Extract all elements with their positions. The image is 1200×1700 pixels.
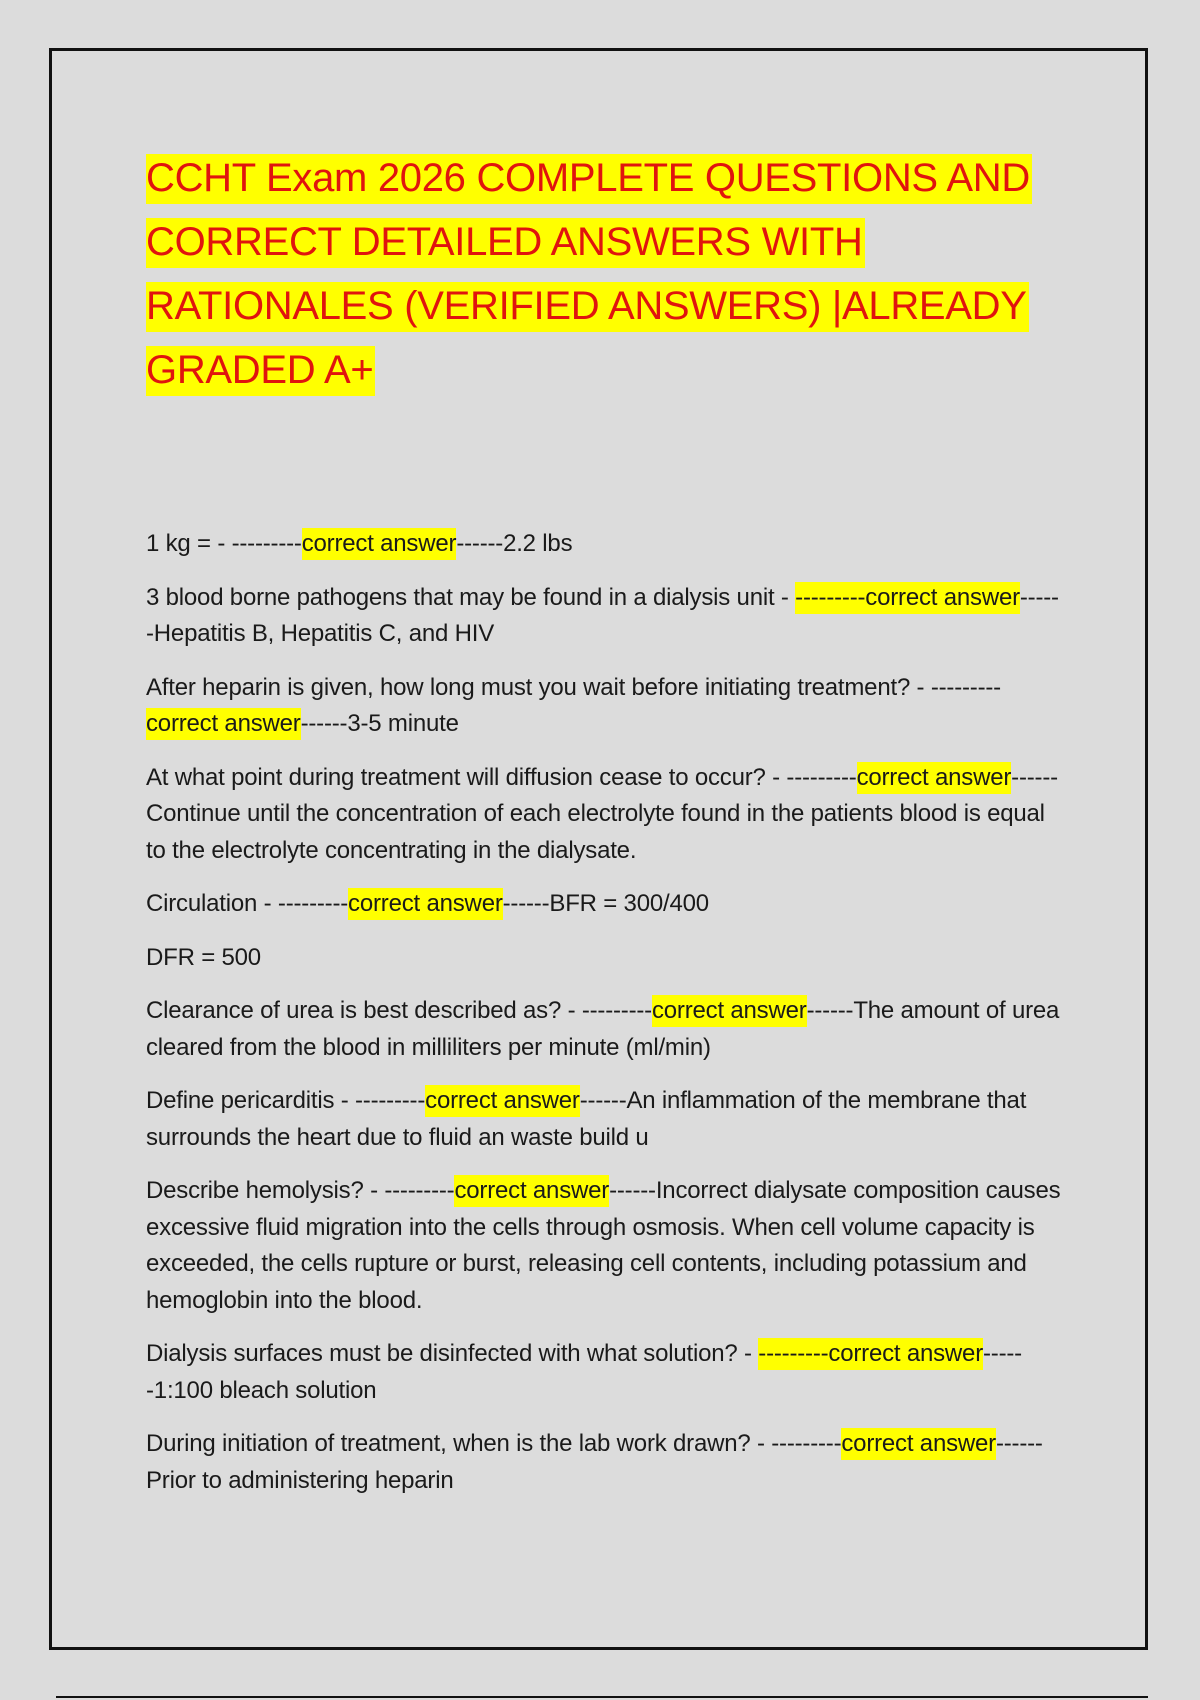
answer-text: ------Incorrect dialysate composition causes excessive fluid migration into the cells through osmosis. When cell volume capacity is exceeded, the cells rupture or burst, releasing cell contents, including potassium and hemoglobin into the blood.	[146, 1177, 1061, 1314]
qa-item	[146, 760, 1066, 870]
answer-text: ------Hepatitis B, Hepatitis C, and HIV	[146, 583, 1059, 647]
answer-marker: correct answer	[652, 995, 807, 1027]
question-text: During initiation of treatment, when is the lab work drawn? - ---------	[146, 1430, 842, 1457]
question-text: 1 kg = - ---------	[146, 530, 302, 557]
document-title	[146, 146, 1066, 402]
answer-marker: correct answer	[348, 888, 503, 920]
answer-marker: ---------correct answer	[795, 582, 1020, 614]
answer-marker: correct answer	[302, 528, 457, 560]
question-text: Circulation - ---------	[146, 890, 349, 917]
question-text: Clearance of urea is best described as? - ---------	[146, 997, 652, 1024]
question-text: Describe hemolysis? - ---------	[146, 1177, 455, 1204]
answer-text: ------BFR = 300/400	[502, 890, 709, 917]
answer-text: ------2.2 lbs	[456, 530, 573, 557]
qa-item	[146, 580, 1066, 653]
answer-text: ------Continue until the concentration of each electrolyte found in the patients blood is equal to the electrolyte concentrating in the dialysate.	[146, 763, 1058, 864]
qa-item	[146, 1336, 1066, 1409]
qa-item	[146, 1426, 1066, 1499]
answer-text: ------An inflammation of the membrane that surrounds the heart due to fluid an waste build u	[146, 1087, 1027, 1151]
question-text: Dialysis surfaces must be disinfected with what solution? -	[146, 1340, 759, 1367]
qa-item	[146, 886, 1066, 923]
answer-text: ------1:100 bleach solution	[146, 1340, 1022, 1404]
qa-item	[146, 1083, 1066, 1156]
answer-text: ------Prior to administering heparin	[146, 1430, 1043, 1494]
answer-marker: correct answer	[425, 1085, 580, 1117]
document-content	[146, 146, 1066, 1516]
answer-text: ------3-5 minute	[300, 710, 459, 737]
qa-item	[146, 670, 1066, 743]
question-text: Define pericarditis - ---------	[146, 1087, 426, 1114]
next-page-border	[56, 1696, 1148, 1698]
qa-list	[146, 526, 1066, 1499]
answer-marker: correct answer	[841, 1428, 996, 1460]
qa-item	[146, 526, 1066, 563]
qa-item	[146, 993, 1066, 1066]
title-highlight: CCHT Exam 2026 COMPLETE QUESTIONS AND CORRECT DETAILED ANSWERS WITH RATIONALES (VERIFIED ANSWERS) |ALREADY GRADED A+	[146, 154, 1032, 396]
qa-item	[146, 1173, 1066, 1319]
answer-text: DFR = 500	[146, 943, 261, 971]
qa-item-continuation	[146, 940, 1066, 977]
question-text: 3 blood borne pathogens that may be found in a dialysis unit -	[146, 583, 796, 611]
question-text: At what point during treatment will diffusion cease to occur? - ---------	[146, 763, 857, 791]
answer-text: ------The amount of urea cleared from the blood in milliliters per minute (ml/min)	[146, 997, 1060, 1061]
answer-marker: correct answer	[454, 1175, 609, 1207]
answer-marker: correct answer	[146, 708, 301, 740]
question-text: After heparin is given, how long must you wait before initiating treatment? - ---------	[146, 673, 1001, 701]
answer-marker: correct answer	[857, 762, 1012, 794]
answer-marker: ---------correct answer	[758, 1338, 983, 1370]
